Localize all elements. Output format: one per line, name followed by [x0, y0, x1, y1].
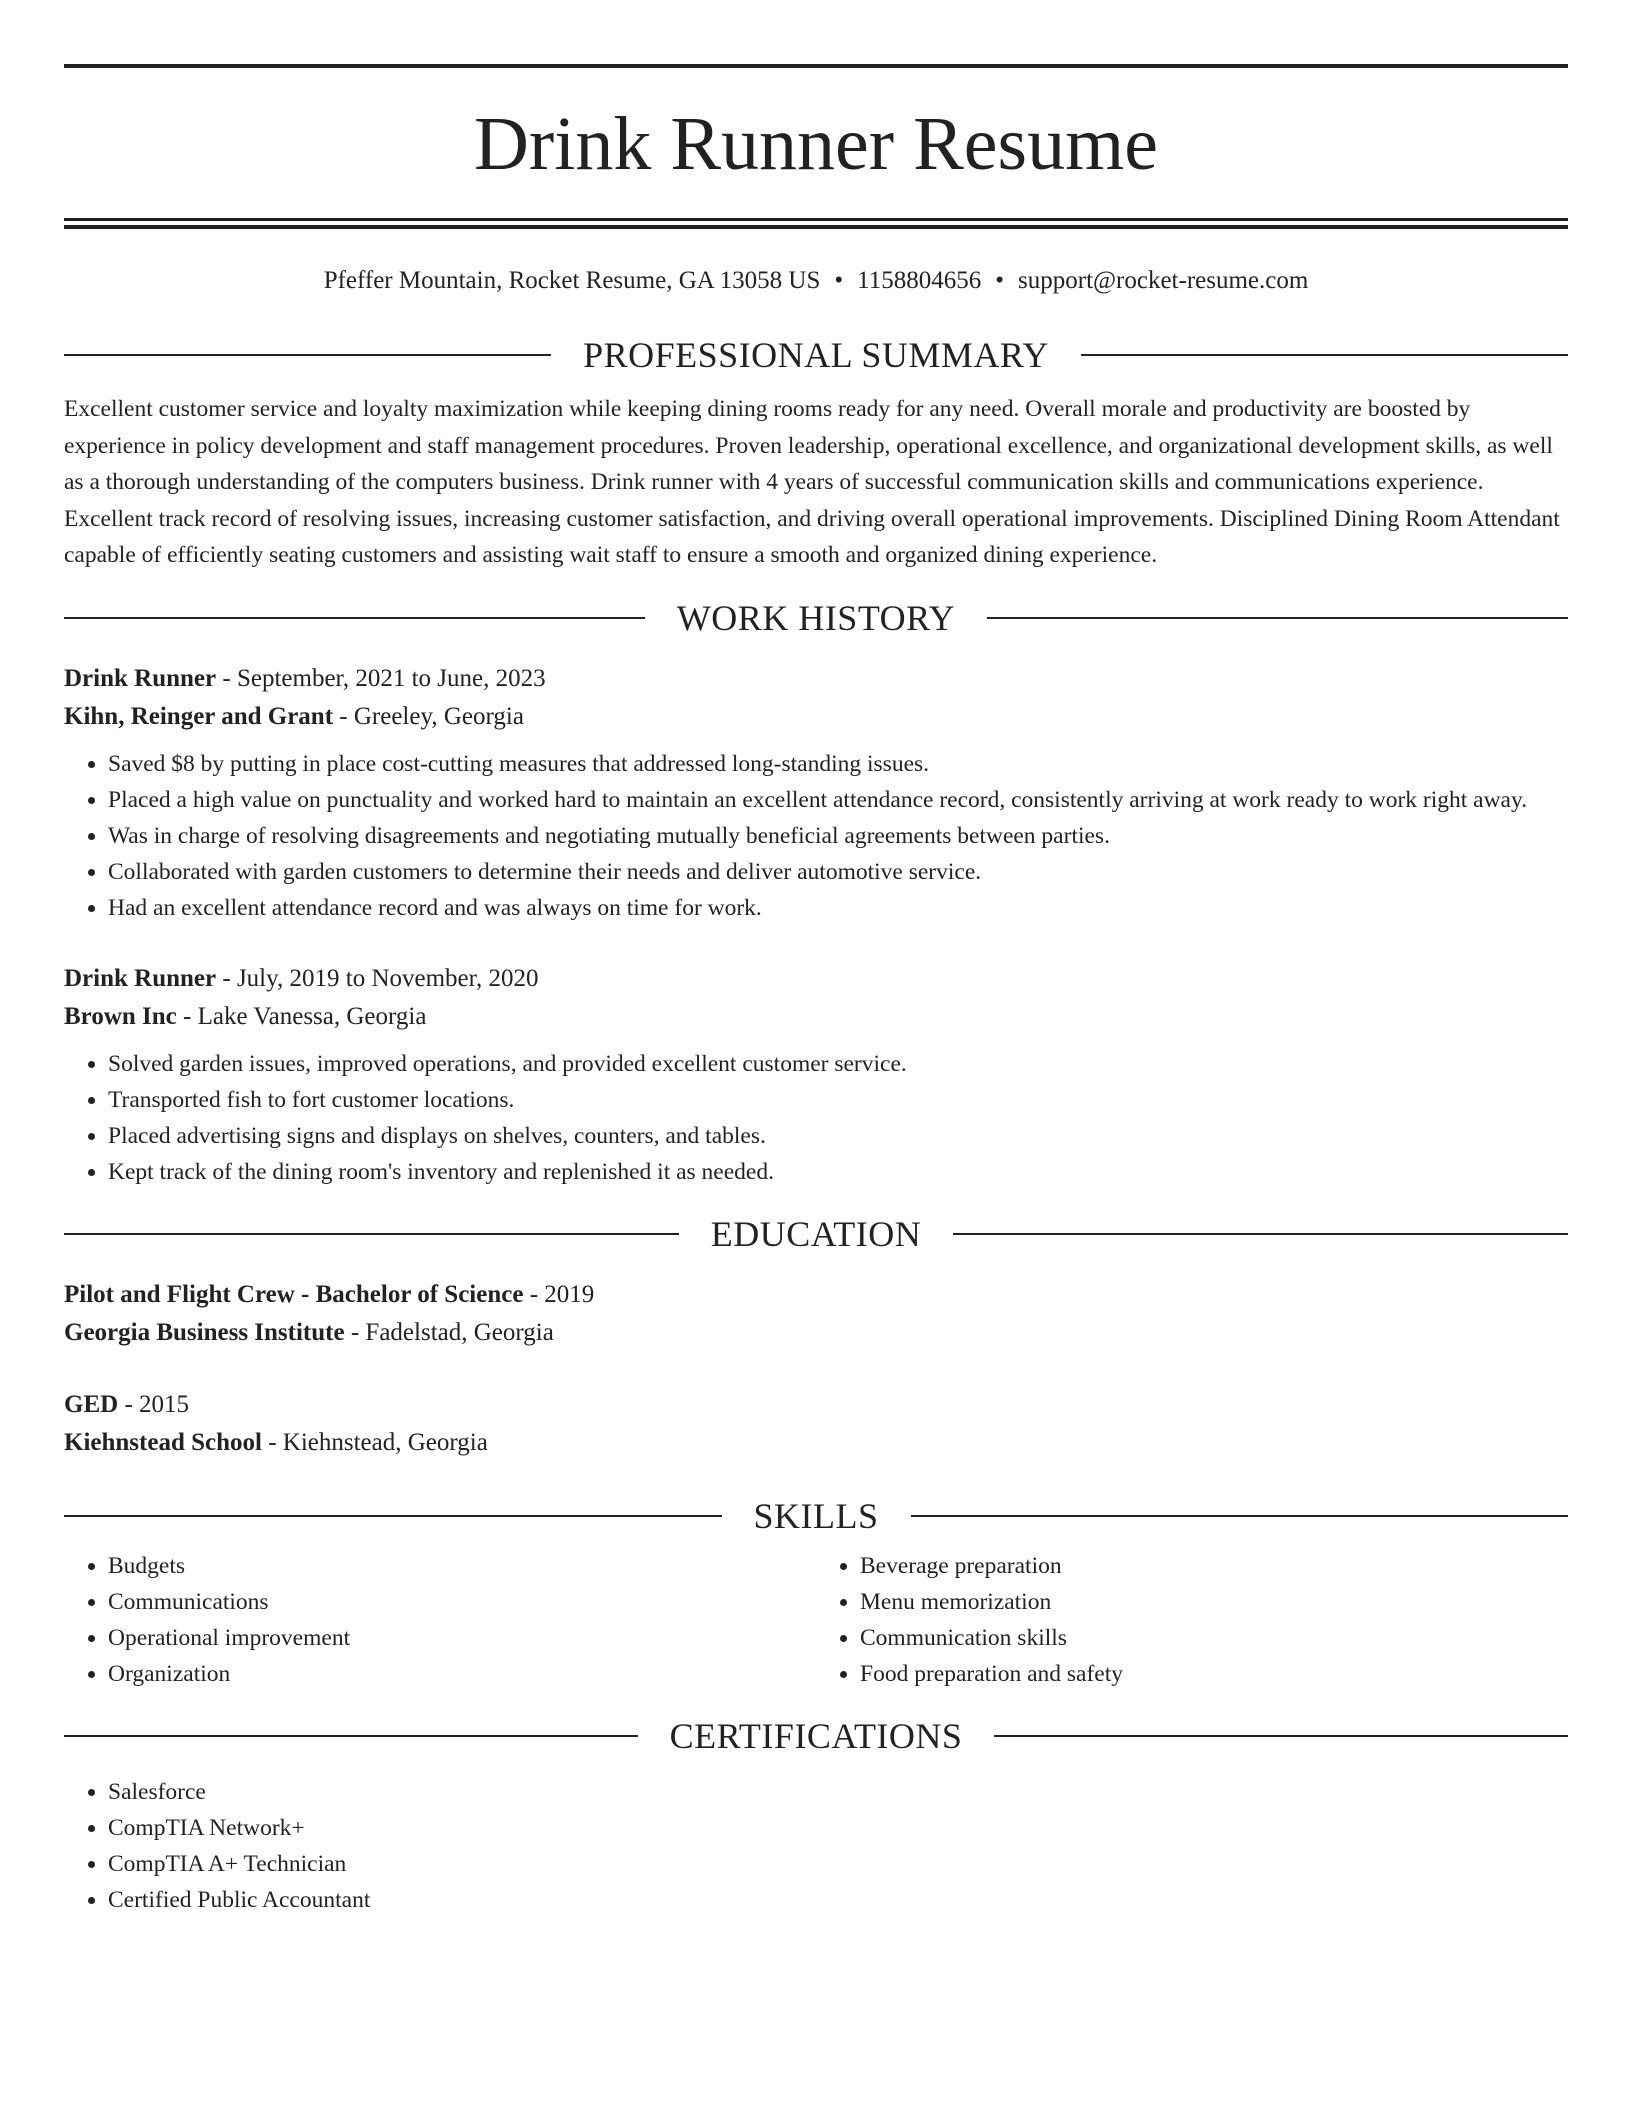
job-company-line — [64, 698, 1568, 736]
job-bullets — [64, 746, 1568, 926]
education-degree-line — [64, 1276, 1568, 1314]
skill-item: • Beverage preparation — [860, 1548, 1568, 1584]
education-entry — [64, 1276, 1568, 1352]
resume-page — [64, 64, 1568, 1918]
education-school-line — [64, 1314, 1568, 1352]
title-double-rule — [64, 218, 1568, 229]
education-year: - 2015 — [118, 1390, 190, 1418]
section-title: PROFESSIONAL SUMMARY — [583, 335, 1049, 375]
list-item: • Transported fish to fort customer locations. — [108, 1082, 1568, 1118]
skill-item: • Communications — [108, 1584, 816, 1620]
contact-phone: 1158804656 — [857, 267, 982, 294]
skill-item: • Menu memorization — [860, 1584, 1568, 1620]
job-bullets — [64, 1046, 1568, 1190]
education-year: - 2019 — [523, 1280, 595, 1308]
education-degree: Pilot and Flight Crew - Bachelor of Science — [64, 1280, 524, 1308]
list-item: • Was in charge of resolving disagreements and negotiating mutually beneficial agreements between parties. — [108, 818, 1568, 854]
section-heading-skills — [64, 1494, 1568, 1538]
list-item: • Placed advertising signs and displays on shelves, counters, and tables. — [108, 1118, 1568, 1154]
education-degree-line — [64, 1386, 1568, 1424]
skill-item: • Organization — [108, 1656, 816, 1692]
skills-list-right — [816, 1548, 1568, 1692]
job-title-line — [64, 660, 1568, 698]
heading-rule-right — [911, 1515, 1569, 1517]
section-title: SKILLS — [753, 1495, 879, 1536]
job-dates: - July, 2019 to November, 2020 — [216, 964, 539, 992]
job-entry — [64, 960, 1568, 1190]
heading-rule-left — [64, 354, 551, 356]
job-entry — [64, 660, 1568, 926]
contact-email: support@rocket-resume.com — [1018, 267, 1309, 294]
education-school-line — [64, 1424, 1568, 1462]
heading-rule-right — [994, 1735, 1568, 1737]
education-location: - Fadelstad, Georgia — [344, 1318, 554, 1346]
education-degree: GED — [64, 1390, 119, 1418]
heading-rule-right — [987, 617, 1568, 619]
contact-separator: • — [834, 267, 844, 294]
heading-rule-left — [64, 1233, 679, 1235]
job-location: - Greeley, Georgia — [333, 702, 524, 730]
certifications-list — [64, 1774, 1568, 1918]
skill-item: • Food preparation and safety — [860, 1656, 1568, 1692]
section-title: WORK HISTORY — [676, 597, 956, 638]
list-item: • Saved $8 by putting in place cost-cutting measures that addressed long-standing issues. — [108, 746, 1568, 782]
summary-text: Excellent customer service and loyalty maximization while keeping dining rooms ready for any need. Overall morale and productivity are boosted by experience in policy development and staff management procedures. Proven leadership, operational excellence, and organizational development skills, as well as a thorough understanding of the computers business. Drink runner with 4 years of successful communication skills and communications experience. Excellent track record of resolving issues, increasing customer satisfaction, and driving overall operational improvements. Disciplined Dining Room Attendant capable of efficiently seating customers and assisting wait staff to ensure a smooth and organized dining experience. — [64, 396, 1560, 568]
contact-line — [64, 265, 1568, 297]
job-company: Brown Inc — [64, 1002, 177, 1030]
heading-rule-left — [64, 1515, 722, 1517]
section-title: CERTIFICATIONS — [669, 1715, 963, 1756]
job-company: Kihn, Reinger and Grant — [64, 702, 334, 730]
section-heading-summary — [64, 333, 1568, 377]
top-rule — [64, 64, 1568, 68]
job-location: - Lake Vanessa, Georgia — [176, 1002, 427, 1030]
heading-rule-left — [64, 617, 645, 619]
list-item: • Collaborated with garden customers to determine their needs and deliver automotive service. — [108, 854, 1568, 890]
job-company-line — [64, 998, 1568, 1036]
job-dates: - September, 2021 to June, 2023 — [216, 664, 546, 692]
certification-item: • CompTIA A+ Technician — [108, 1846, 1568, 1882]
list-item: • Placed a high value on punctuality and worked hard to maintain an excellent attendance record, consistently arriving at work ready to work right away. — [108, 782, 1568, 818]
heading-rule-left — [64, 1735, 638, 1737]
list-item: • Solved garden issues, improved operations, and provided excellent customer service. — [108, 1046, 1568, 1082]
skill-item: • Communication skills — [860, 1620, 1568, 1656]
contact-address: Pfeffer Mountain, Rocket Resume, GA 13058 US — [323, 267, 821, 294]
contact-separator: • — [995, 267, 1005, 294]
section-heading-work — [64, 596, 1568, 640]
resume-title: Drink Runner Resume — [474, 102, 1158, 186]
certification-item: • Certified Public Accountant — [108, 1882, 1568, 1918]
skills-grid — [64, 1548, 1568, 1692]
skill-item: • Operational improvement — [108, 1620, 816, 1656]
certification-item: • CompTIA Network+ — [108, 1810, 1568, 1846]
education-location: - Kiehnstead, Georgia — [261, 1428, 488, 1456]
section-heading-certifications — [64, 1714, 1568, 1758]
heading-rule-right — [953, 1233, 1568, 1235]
heading-rule-right — [1081, 354, 1568, 356]
skills-list-left — [64, 1548, 816, 1692]
list-item: • Kept track of the dining room's inventory and replenished it as needed. — [108, 1154, 1568, 1190]
education-school: Georgia Business Institute — [64, 1318, 345, 1346]
list-item: • Had an excellent attendance record and was always on time for work. — [108, 890, 1568, 926]
job-title: Drink Runner — [64, 964, 217, 992]
education-school: Kiehnstead School — [64, 1428, 262, 1456]
section-title: EDUCATION — [710, 1213, 922, 1254]
certification-item: • Salesforce — [108, 1774, 1568, 1810]
job-title: Drink Runner — [64, 664, 217, 692]
education-entry — [64, 1386, 1568, 1462]
section-heading-education — [64, 1212, 1568, 1256]
job-title-line — [64, 960, 1568, 998]
skill-item: • Budgets — [108, 1548, 816, 1584]
